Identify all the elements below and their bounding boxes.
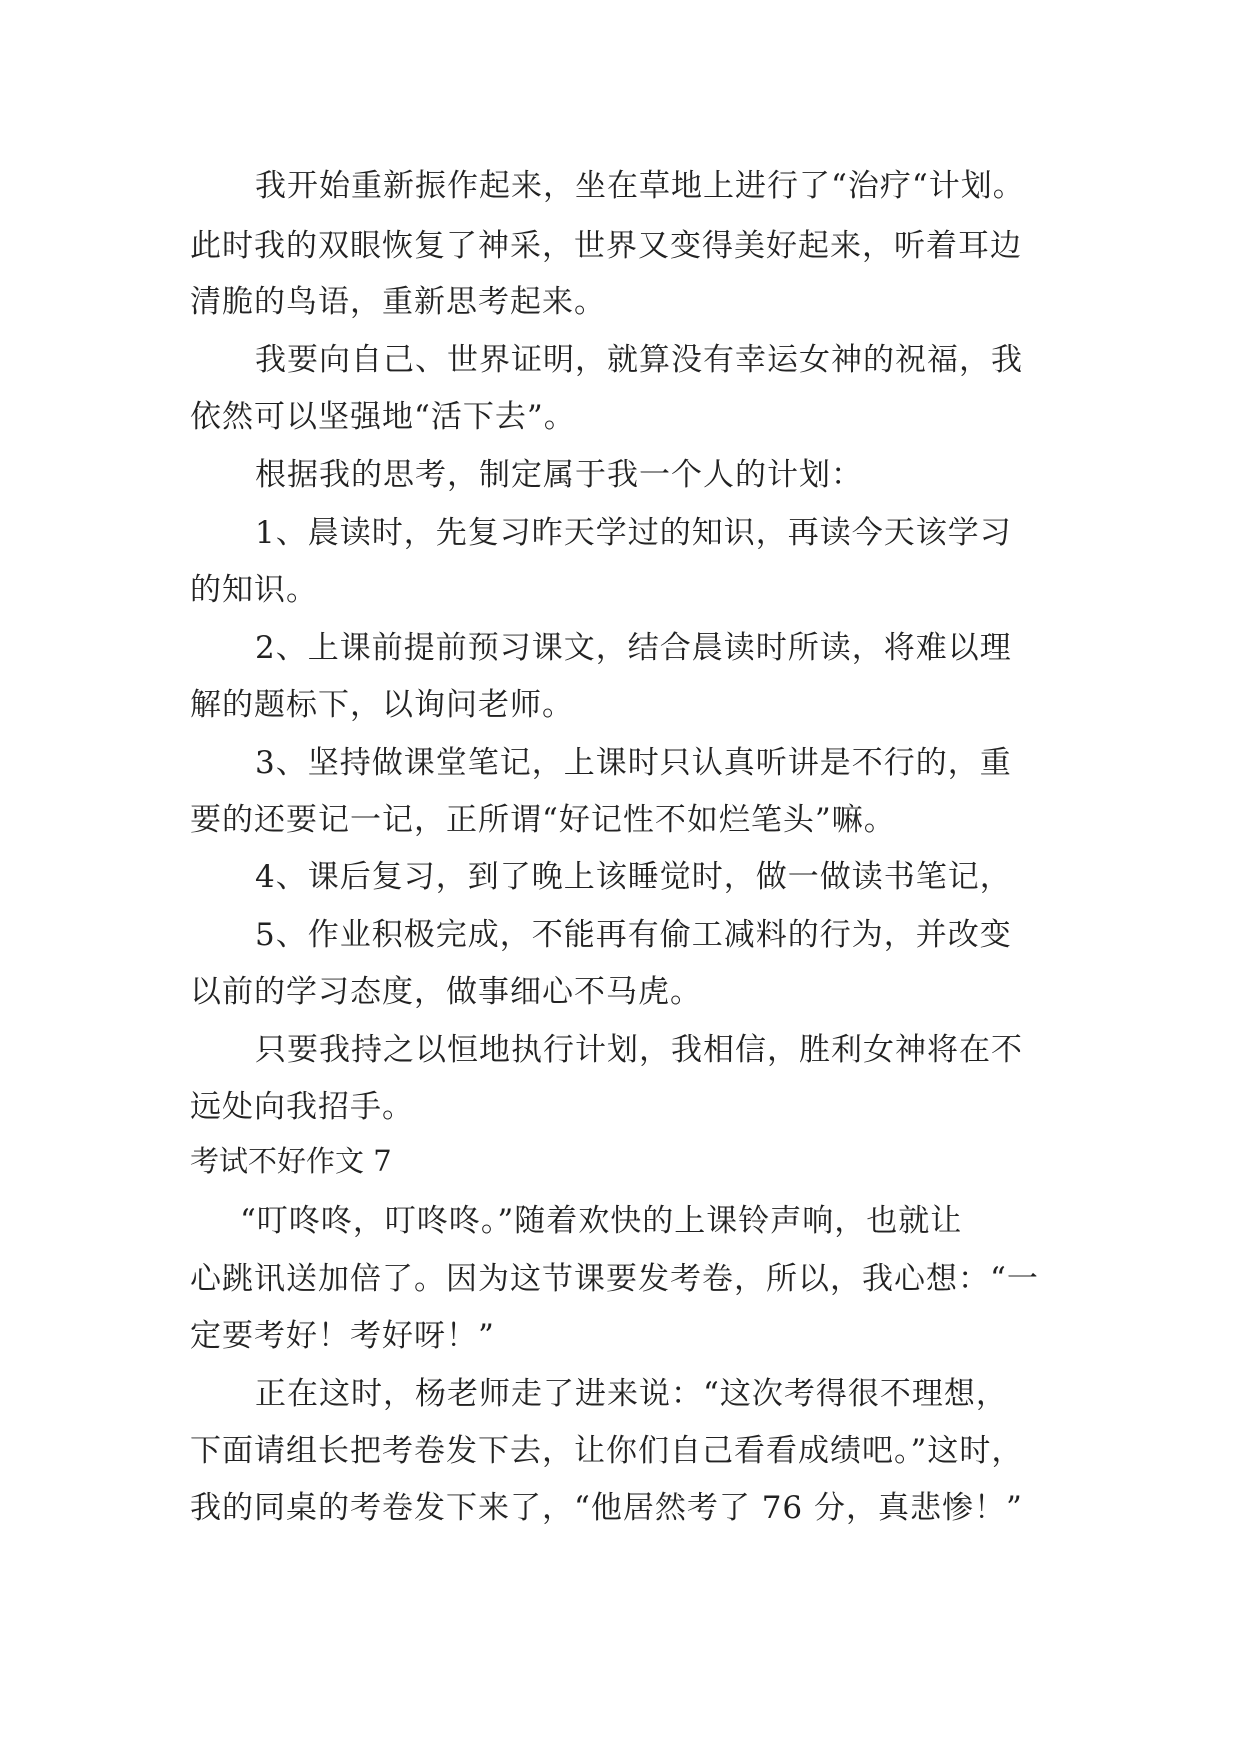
paragraph-line: 下面请组长把考卷发下去，让你们自己看看成绩吧。”这时， (190, 1433, 1024, 1469)
paragraph-line: 我要向自己、世界证明，就算没有幸运女神的祝福，我 (255, 342, 1023, 378)
list-item-4: 4、课后复习，到了晚上该睡觉时，做一做读书笔记， (255, 859, 1012, 895)
paragraph-line: 以前的学习态度，做事细心不马虎。 (190, 974, 702, 1010)
paragraph-line: 的知识。 (190, 572, 318, 608)
list-item-3: 3、坚持做课堂笔记，上课时只认真听讲是不行的，重 (255, 745, 1012, 781)
paragraph-line: 此时我的双眼恢复了神采，世界又变得美好起来，听着耳边 (190, 228, 1022, 264)
paragraph-line: 正在这时，杨老师走了进来说：“这次考得很不理想， (255, 1376, 1008, 1412)
paragraph-line: 要的还要记一记，正所谓“好记性不如烂笔头”嘛。 (190, 802, 896, 838)
paragraph-line: 定要考好！考好呀！” (190, 1318, 495, 1354)
paragraph-line: 远处向我招手。 (190, 1089, 414, 1125)
paragraph-line: 依然可以坚强地“活下去”。 (190, 399, 576, 435)
paragraph-line: 只要我持之以恒地执行计划，我相信，胜利女神将在不 (255, 1032, 1023, 1068)
paragraph-line: 我的同桌的考卷发下来了，“他居然考了 76 分，真悲惨！” (190, 1490, 1023, 1526)
paragraph-line: 心跳讯送加倍了。因为这节课要发考卷，所以，我心想：“一 (190, 1261, 1039, 1297)
paragraph-line: “叮咚咚，叮咚咚。”随着欢快的上课铃声响，也就让 (240, 1203, 963, 1239)
paragraph-line: 我开始重新振作起来，坐在草地上进行了“治疗“计划。 (255, 168, 1025, 204)
paragraph-line: 清脆的鸟语，重新思考起来。 (190, 284, 606, 320)
paragraph-line: 解的题标下，以询问老师。 (190, 687, 574, 723)
section-heading: 考试不好作文 7 (190, 1144, 392, 1178)
list-item-1: 1、晨读时，先复习昨天学过的知识，再读今天该学习 (255, 515, 1012, 551)
list-item-5: 5、作业积极完成，不能再有偷工减料的行为，并改变 (255, 917, 1012, 953)
list-item-2: 2、上课前提前预习课文，结合晨读时所读，将难以理 (255, 630, 1012, 666)
paragraph-line: 根据我的思考，制定属于我一个人的计划： (255, 457, 863, 493)
